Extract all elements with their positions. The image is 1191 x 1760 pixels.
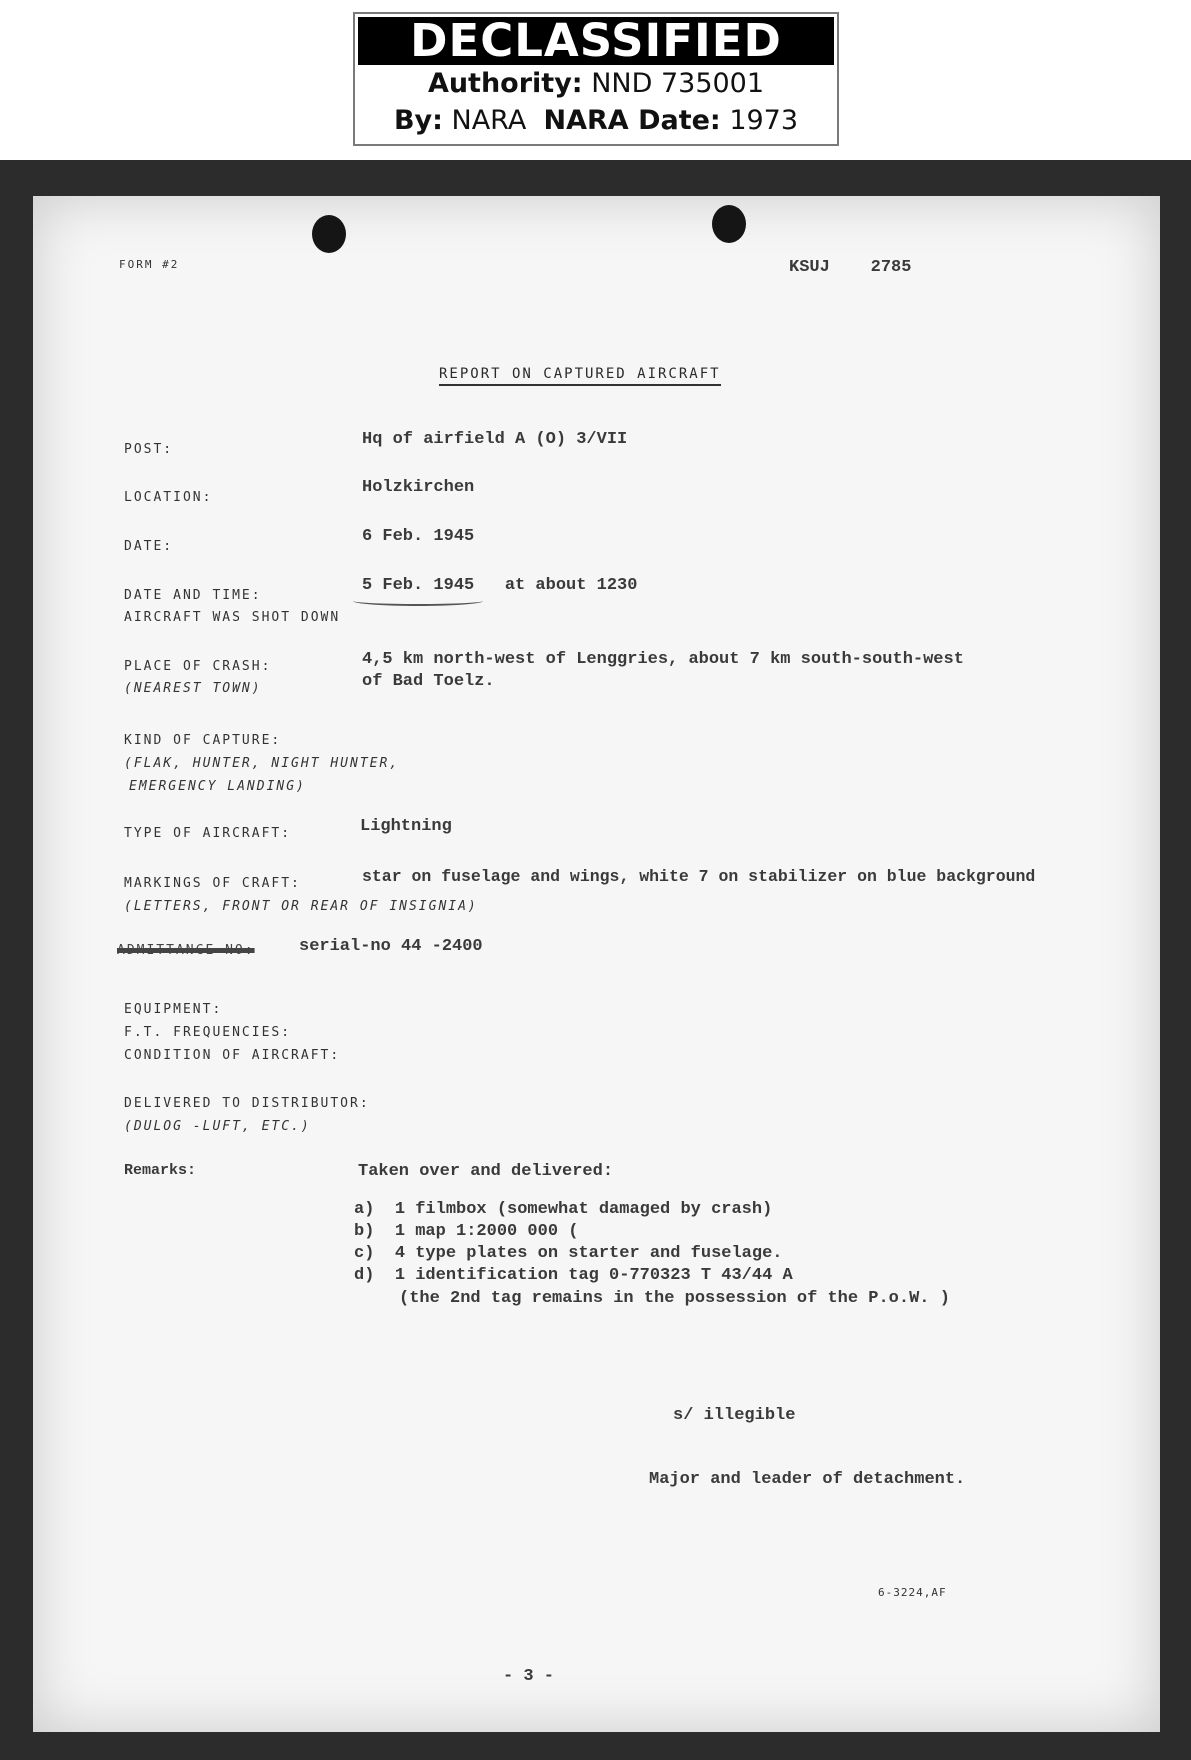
remarks-item-marker: a) xyxy=(354,1200,375,1219)
crash-value-1: 4,5 km north-west of Lenggries, about 7 km south-south-west xyxy=(362,650,964,669)
shot-down-date: 5 Feb. 1945 xyxy=(362,576,475,595)
date-value: 6 Feb. 1945 xyxy=(362,527,475,546)
location-label: LOCATION: xyxy=(124,490,213,505)
punch-hole-right xyxy=(712,205,746,243)
stamp-authority-value: NND 735001 xyxy=(591,68,765,99)
capture-label-1: KIND OF CAPTURE: xyxy=(124,733,282,748)
remarks-item-text: 4 type plates on starter and fuselage. xyxy=(394,1244,783,1263)
signature: s/ illegible xyxy=(673,1406,796,1425)
location-value: Holzkirchen xyxy=(362,478,475,497)
punch-hole-left xyxy=(312,215,346,253)
markings-label-1: MARKINGS OF CRAFT: xyxy=(124,876,301,891)
serial-number-value: serial-no 44 -2400 xyxy=(299,937,483,956)
shot-down-value xyxy=(362,576,637,595)
remarks-item-continuation xyxy=(399,1289,950,1308)
stamp-by-line xyxy=(355,102,837,139)
remarks-item-marker: d) xyxy=(354,1266,375,1285)
handwritten-underline xyxy=(353,596,483,606)
post-value: Hq of airfield A (O) 3/VII xyxy=(362,430,628,449)
remarks-item xyxy=(354,1200,772,1219)
document-title: REPORT ON CAPTURED AIRCRAFT xyxy=(439,366,721,386)
page-number: - 3 - xyxy=(503,1667,555,1686)
file-reference xyxy=(789,258,911,277)
aircraft-type-value: Lightning xyxy=(360,817,452,836)
admittance-label-struck: ADMITTANCE NO: xyxy=(117,943,255,958)
remarks-item-text: 1 filmbox (somewhat damaged by crash) xyxy=(394,1200,773,1219)
markings-label-2: (LETTERS, FRONT OR REAR OF INSIGNIA) xyxy=(124,899,478,914)
capture-label-2: (FLAK, HUNTER, NIGHT HUNTER, xyxy=(124,756,400,771)
remarks-intro: Taken over and delivered: xyxy=(358,1162,614,1181)
condition-label: CONDITION OF AIRCRAFT: xyxy=(124,1048,341,1063)
post-label: POST: xyxy=(124,442,174,457)
stamp-date-value: 1973 xyxy=(729,105,799,136)
file-ref-code: KSUJ xyxy=(789,258,830,277)
markings-value: star on fuselage and wings, white 7 on stabilizer on blue background xyxy=(362,867,1036,886)
footer-code: 6-3224,AF xyxy=(878,1586,947,1599)
crash-value-2: of Bad Toelz. xyxy=(362,672,495,691)
delivered-label-1: DELIVERED TO DISTRIBUTOR: xyxy=(124,1096,370,1111)
shot-down-label-1: DATE AND TIME: xyxy=(124,588,262,603)
date-label: DATE: xyxy=(124,539,174,554)
remarks-item xyxy=(354,1266,793,1285)
stamp-authority-label: Authority: xyxy=(427,68,583,99)
scanned-page-frame xyxy=(0,160,1191,1760)
crash-label-2: (NEAREST TOWN) xyxy=(124,681,262,696)
shot-down-label-2: AIRCRAFT WAS SHOT DOWN xyxy=(124,610,341,625)
crash-label-1: PLACE OF CRASH: xyxy=(124,659,272,674)
form-number: FORM #2 xyxy=(119,258,180,271)
capture-label-3: EMERGENCY LANDING) xyxy=(129,779,306,794)
remarks-item-marker: b) xyxy=(354,1222,375,1241)
stamp-by-label: By: xyxy=(393,105,443,136)
equipment-label: EQUIPMENT: xyxy=(124,1002,223,1017)
remarks-item xyxy=(354,1222,578,1241)
aircraft-type-label: TYPE OF AIRCRAFT: xyxy=(124,826,292,841)
frequencies-label: F.T. FREQUENCIES: xyxy=(124,1025,292,1040)
stamp-authority-line xyxy=(355,65,837,102)
document-paper xyxy=(33,196,1160,1732)
remarks-item-marker: c) xyxy=(354,1244,375,1263)
remarks-item-text: (the 2nd tag remains in the possession of the P.o.W. ) xyxy=(399,1289,950,1308)
delivered-label-2: (DULOG -LUFT, ETC.) xyxy=(124,1119,311,1134)
remarks-item xyxy=(354,1244,782,1263)
shot-down-time: at about 1230 xyxy=(504,576,638,595)
stamp-date-label: NARA Date: xyxy=(543,105,721,136)
signer-title: Major and leader of detachment. xyxy=(649,1470,966,1489)
remarks-item-text: 1 map 1:2000 000 ( xyxy=(394,1222,579,1241)
remarks-label: Remarks: xyxy=(124,1162,197,1179)
stamp-title: DECLASSIFIED xyxy=(358,17,834,65)
stamp-by-value: NARA xyxy=(451,105,527,136)
declassified-stamp xyxy=(353,12,839,146)
remarks-item-text: 1 identification tag 0-770323 T 43/44 A xyxy=(394,1266,793,1285)
file-ref-number: 2785 xyxy=(870,258,912,277)
